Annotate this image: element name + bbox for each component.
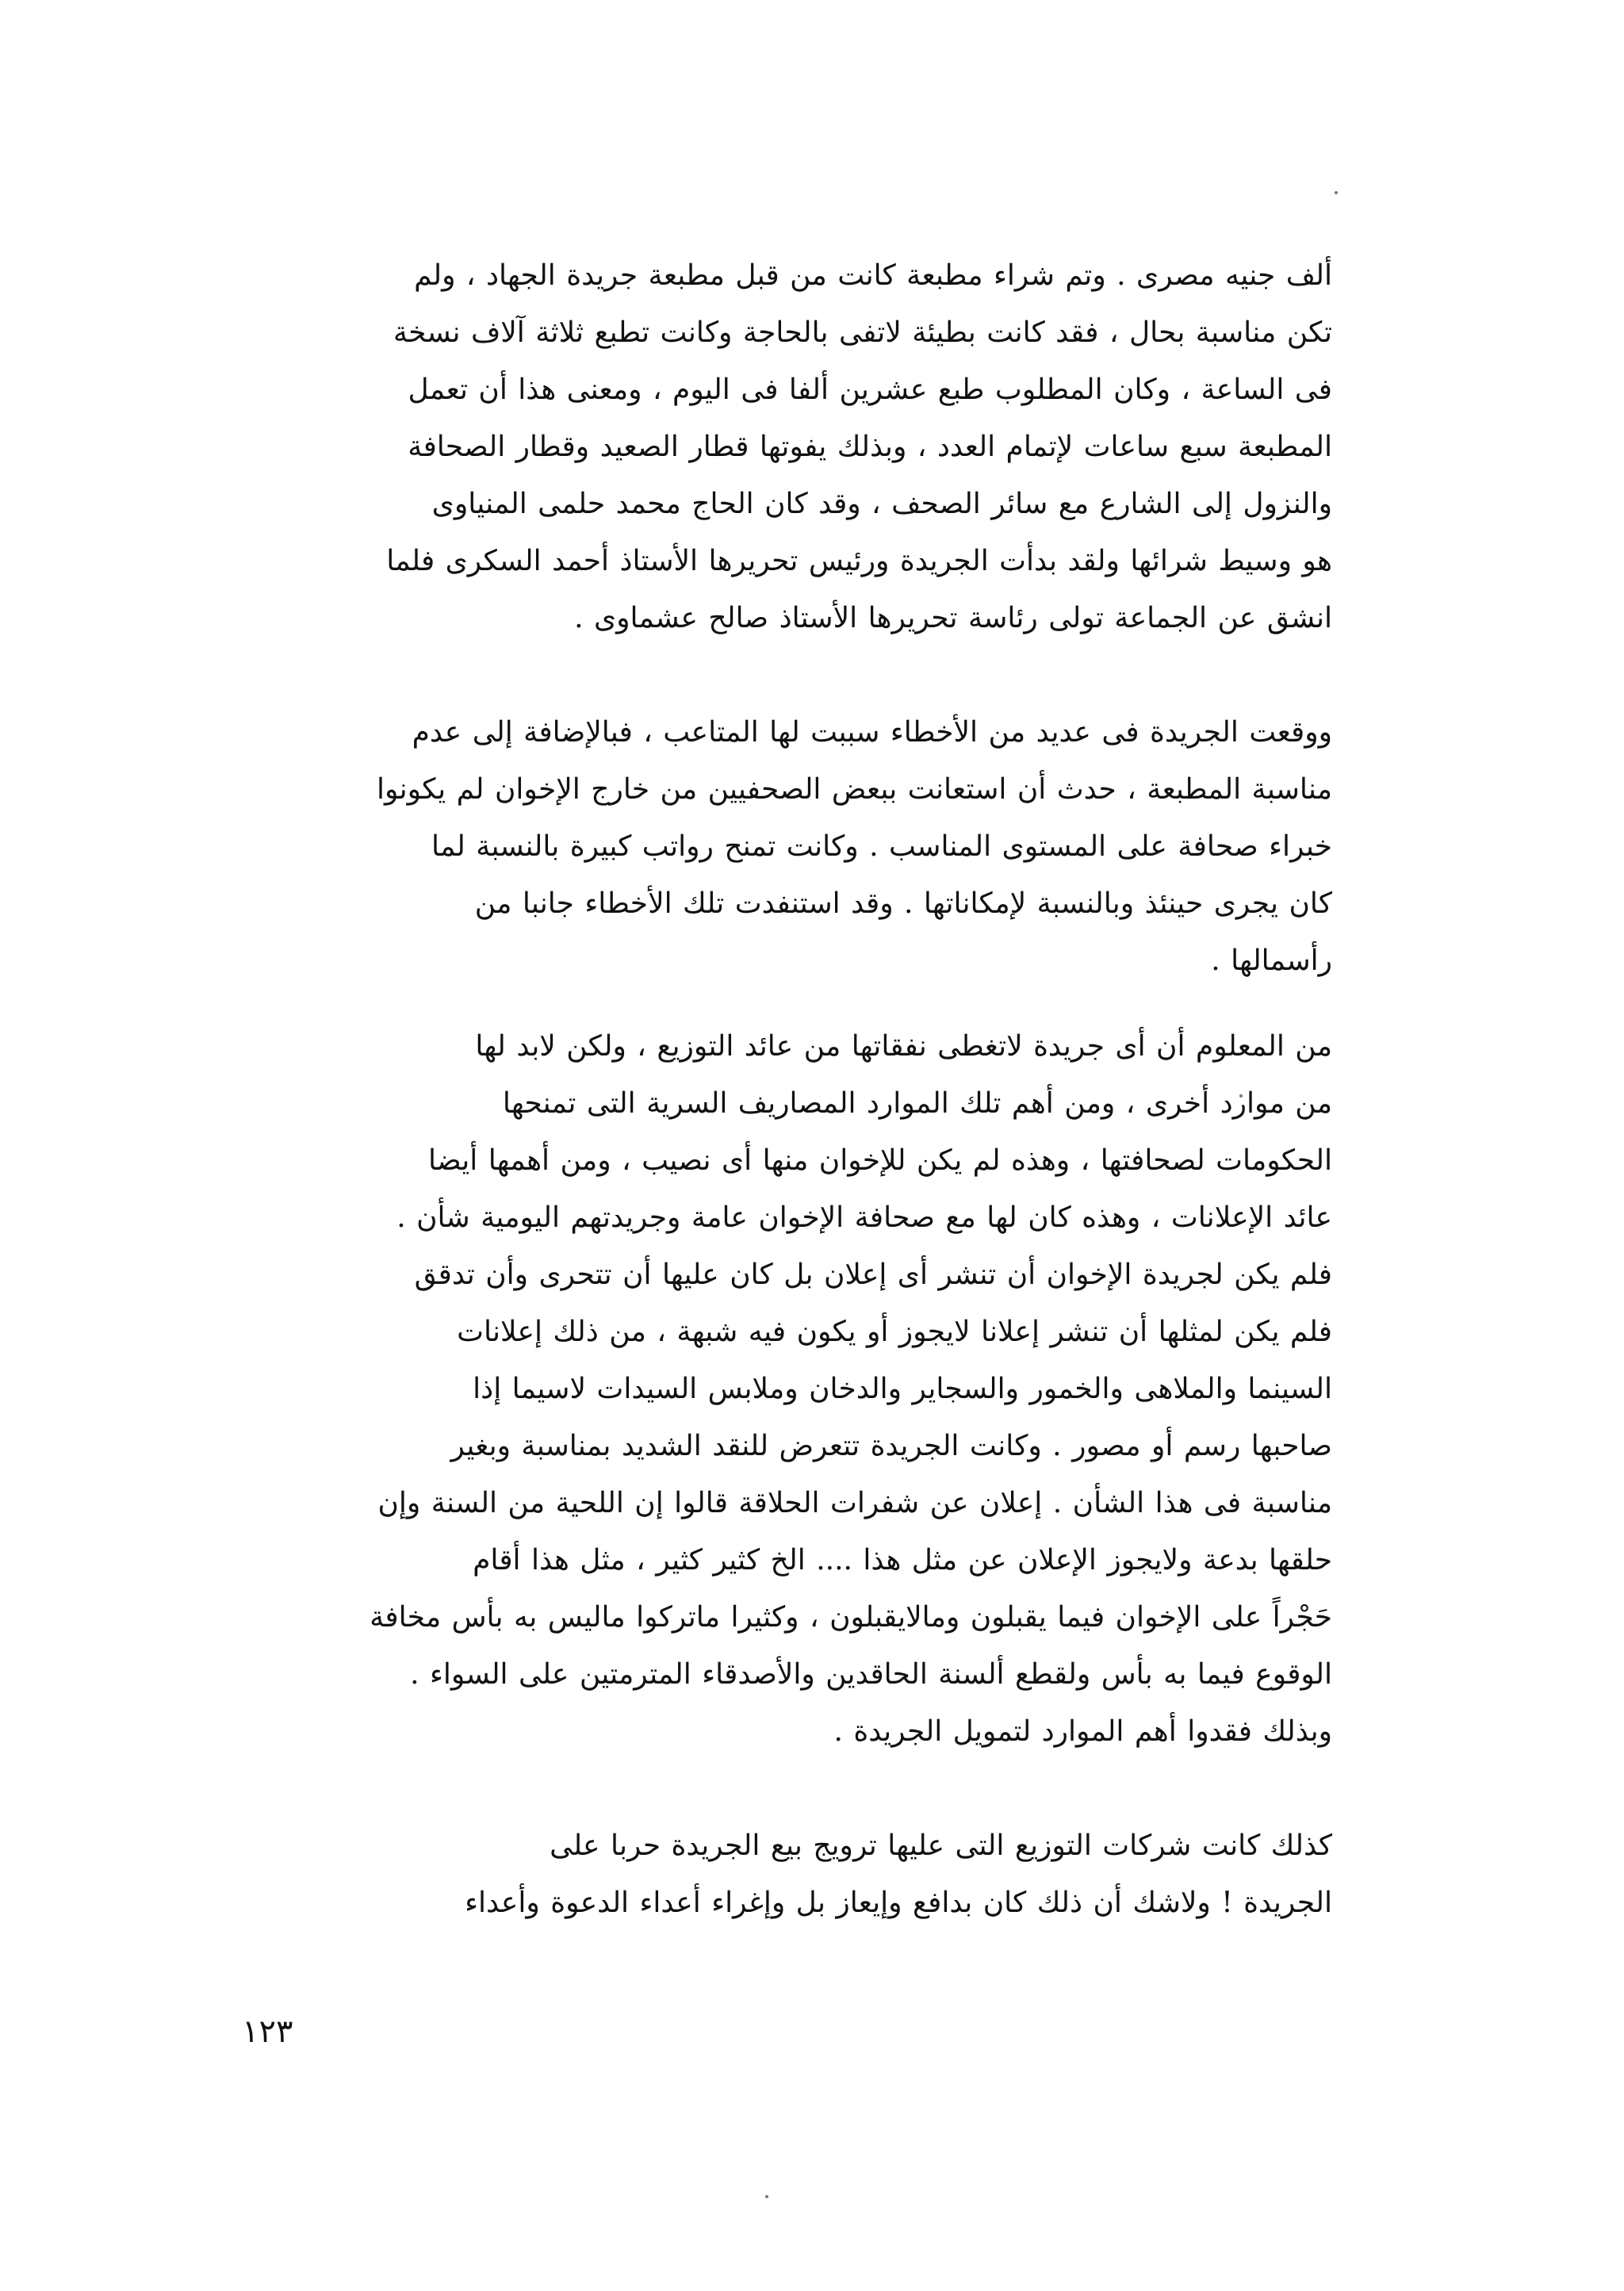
text-line: فى الساعة ، وكان المطلوب طبع عشرين ألفا فى اليوم ، ومعنى هذا أن تعمل [408, 374, 1332, 406]
text-line: من موارد أخرى ، ومن أهم تلك الموارد المصاريف السرية التى تمنحها [502, 1087, 1332, 1120]
text-line: الجريدة ! ولاشك أن ذلك كان بدافع وإيعاز بل وإغراء أعداء الدعوة وأعداء [465, 1887, 1332, 1919]
text-line: خبراء صحافة على المستوى المناسب . وكانت تمنح رواتب كبيرة بالنسبة لما [431, 830, 1332, 863]
scan-speck [1335, 191, 1338, 194]
text-line: كان يجرى حينئذ وبالنسبة لإمكاناتها . وقد استنفدت تلك الأخطاء جانبا من [474, 887, 1332, 920]
page-number: ١٢٣ [242, 2013, 293, 2050]
text-line: السينما والملاهى والخمور والسجاير والدخان وملابس السيدات لاسيما إذا [473, 1373, 1332, 1405]
text-line: مناسبة المطبعة ، حدث أن استعانت ببعض الصحفيين من خارج الإخوان لم يكونوا [377, 773, 1332, 806]
text-line: مناسبة فى هذا الشأن . إعلان عن شفرات الحلاقة قالوا إن اللحية من السنة وإن [377, 1487, 1332, 1519]
paragraph-3 [262, 1018, 1332, 1760]
text-line: كذلك كانت شركات التوزيع التى عليها ترويج بيع الجريدة حربا على [550, 1829, 1332, 1862]
text-line: فلم يكن لجريدة الإخوان أن تنشر أى إعلان بل كان عليها أن تتحرى وأن تدقق [414, 1259, 1332, 1291]
text-line: صاحبها رسم أو مصور . وكانت الجريدة تتعرض للنقد الشديد بمناسبة وبغير [450, 1430, 1332, 1462]
text-line: الحكومات لصحافتها ، وهذه لم يكن للإخوان منها أى نصيب ، ومن أهمها أيضا [428, 1144, 1332, 1177]
text-line: عائد الإعلانات ، وهذه كان لها مع صحافة الإخوان عامة وجريدتهم اليومية شأن . [396, 1201, 1332, 1234]
text-line: والنزول إلى الشارع مع سائر الصحف ، وقد كان الحاج محمد حلمى المنياوى [431, 488, 1332, 520]
paragraph-1 [262, 247, 1332, 647]
text-line: الوقوع فيما به بأس ولقطع ألسنة الحاقدين والأصدقاء المترمتين على السواء . [410, 1658, 1332, 1691]
text-line: من المعلوم أن أى جريدة لاتغطى نفقاتها من عائد التوزيع ، ولكن لابد لها [475, 1030, 1332, 1063]
text-line: حَجْراً على الإخوان فيما يقبلون ومالايقبلون ، وكثيرا ماتركوا ماليس به بأس مخافة [370, 1601, 1332, 1634]
text-line: وبذلك فقدوا أهم الموارد لتمويل الجريدة . [833, 1715, 1332, 1748]
text-line: انشق عن الجماعة تولى رئاسة تحريرها الأستاذ صالح عشماوى . [574, 602, 1332, 634]
scan-speck [765, 2195, 768, 2198]
text-line: حلقها بدعة ولايجوز الإعلان عن مثل هذا .... الخ كثير كثير ، مثل هذا أقام [473, 1544, 1332, 1576]
text-line: تكن مناسبة بحال ، فقد كانت بطيئة لاتفى بالحاجة وكانت تطبع ثلاثة آلاف نسخة [393, 316, 1332, 349]
paragraph-2 [262, 704, 1332, 990]
text-line: فلم يكن لمثلها أن تنشر إعلانا لايجوز أو يكون فيه شبهة ، من ذلك إعلانات [457, 1316, 1332, 1348]
text-line: ووقعت الجريدة فى عديد من الأخطاء سببت لها المتاعب ، فبالإضافة إلى عدم [412, 716, 1332, 749]
text-line: هو وسيط شرائها ولقد بدأت الجريدة ورئيس تحريرها الأستاذ أحمد السكرى فلما [386, 545, 1332, 577]
text-line: ألف جنيه مصرى . وتم شراء مطبعة كانت من قبل مطبعة جريدة الجهاد ، ولم [414, 259, 1332, 292]
text-line: رأسمالها . [1211, 944, 1332, 977]
paragraph-4 [262, 1818, 1332, 1932]
text-line: المطبعة سبع ساعات لإتمام العدد ، وبذلك يفوتها قطار الصعيد وقطار الصحافة [408, 431, 1332, 463]
